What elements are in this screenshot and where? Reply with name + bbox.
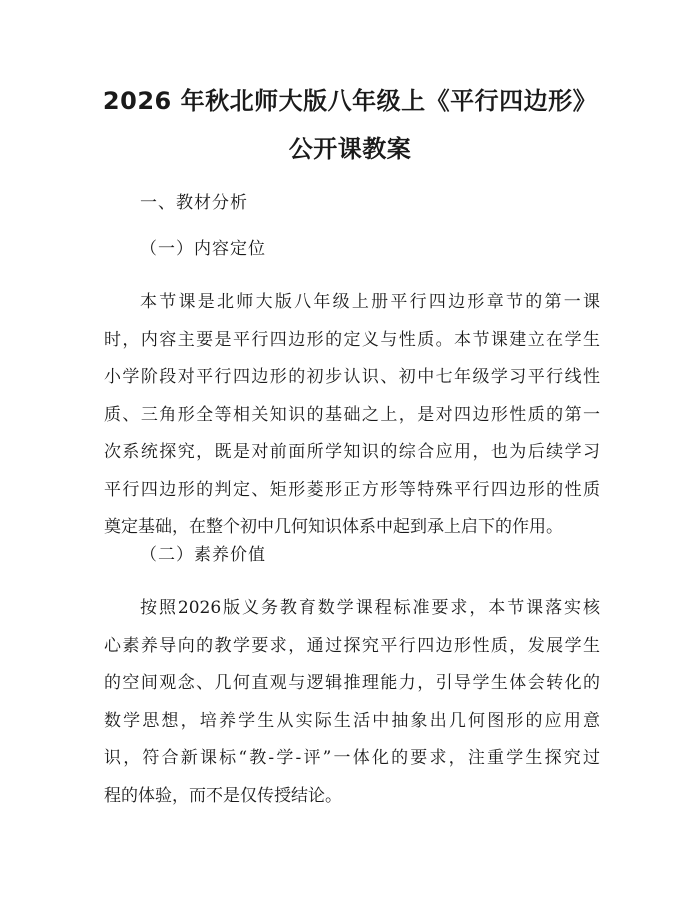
- paragraph-line: 质、三角形全等相关知识的基础之上，是对四边形性质的第一: [104, 404, 600, 425]
- subsection-heading-content-positioning: （一）内容定位: [140, 239, 266, 259]
- document-title-line-1: 2026 年秋北师大版八年级上《平行四边形》: [102, 87, 598, 115]
- paragraph-line: 程的体验，而不是仅传授结论。: [104, 785, 342, 806]
- paragraph-line: 小学阶段对平行四边形的初步认识、初中七年级学习平行线性: [104, 367, 600, 387]
- paragraph-line: 时，内容主要是平行四边形的定义与性质。本节课建立在学生: [104, 329, 600, 350]
- paragraph-line: 本节课是北师大版八年级上册平行四边形章节的第一课: [140, 292, 600, 312]
- paragraph-literacy-value: [104, 590, 600, 815]
- paragraph-line: 数学思想，培养学生从实际生活中抽象出几何图形的应用意: [104, 710, 600, 731]
- paragraph-line: 的空间观念、几何直观与逻辑推理能力，引导学生体会转化的: [104, 673, 600, 693]
- paragraph-line: 识，符合新课标“教-学-评”一体化的要求，注重学生探究过: [104, 748, 600, 768]
- paragraph-line: 心素养导向的教学要求，通过探究平行四边形性质，发展学生: [104, 635, 600, 656]
- section-heading-textbook-analysis: 一、教材分析: [140, 193, 248, 213]
- paragraph-line: 平行四边形的判定、矩形菱形正方形等特殊平行四边形的性质: [104, 479, 600, 500]
- paragraph-content-positioning: [104, 284, 600, 547]
- paragraph-line: 奠定基础，在整个初中几何知识体系中起到承上启下的作用。: [104, 517, 563, 537]
- paragraph-line: 按照2026版义务教育数学课程标准要求，本节课落实核: [140, 598, 600, 618]
- subsection-heading-literacy-value: （二）素养价值: [140, 545, 266, 565]
- document-title-line-2: 公开课教案: [288, 135, 412, 163]
- paragraph-line: 次系统探究，既是对前面所学知识的综合应用，也为后续学习: [104, 442, 600, 462]
